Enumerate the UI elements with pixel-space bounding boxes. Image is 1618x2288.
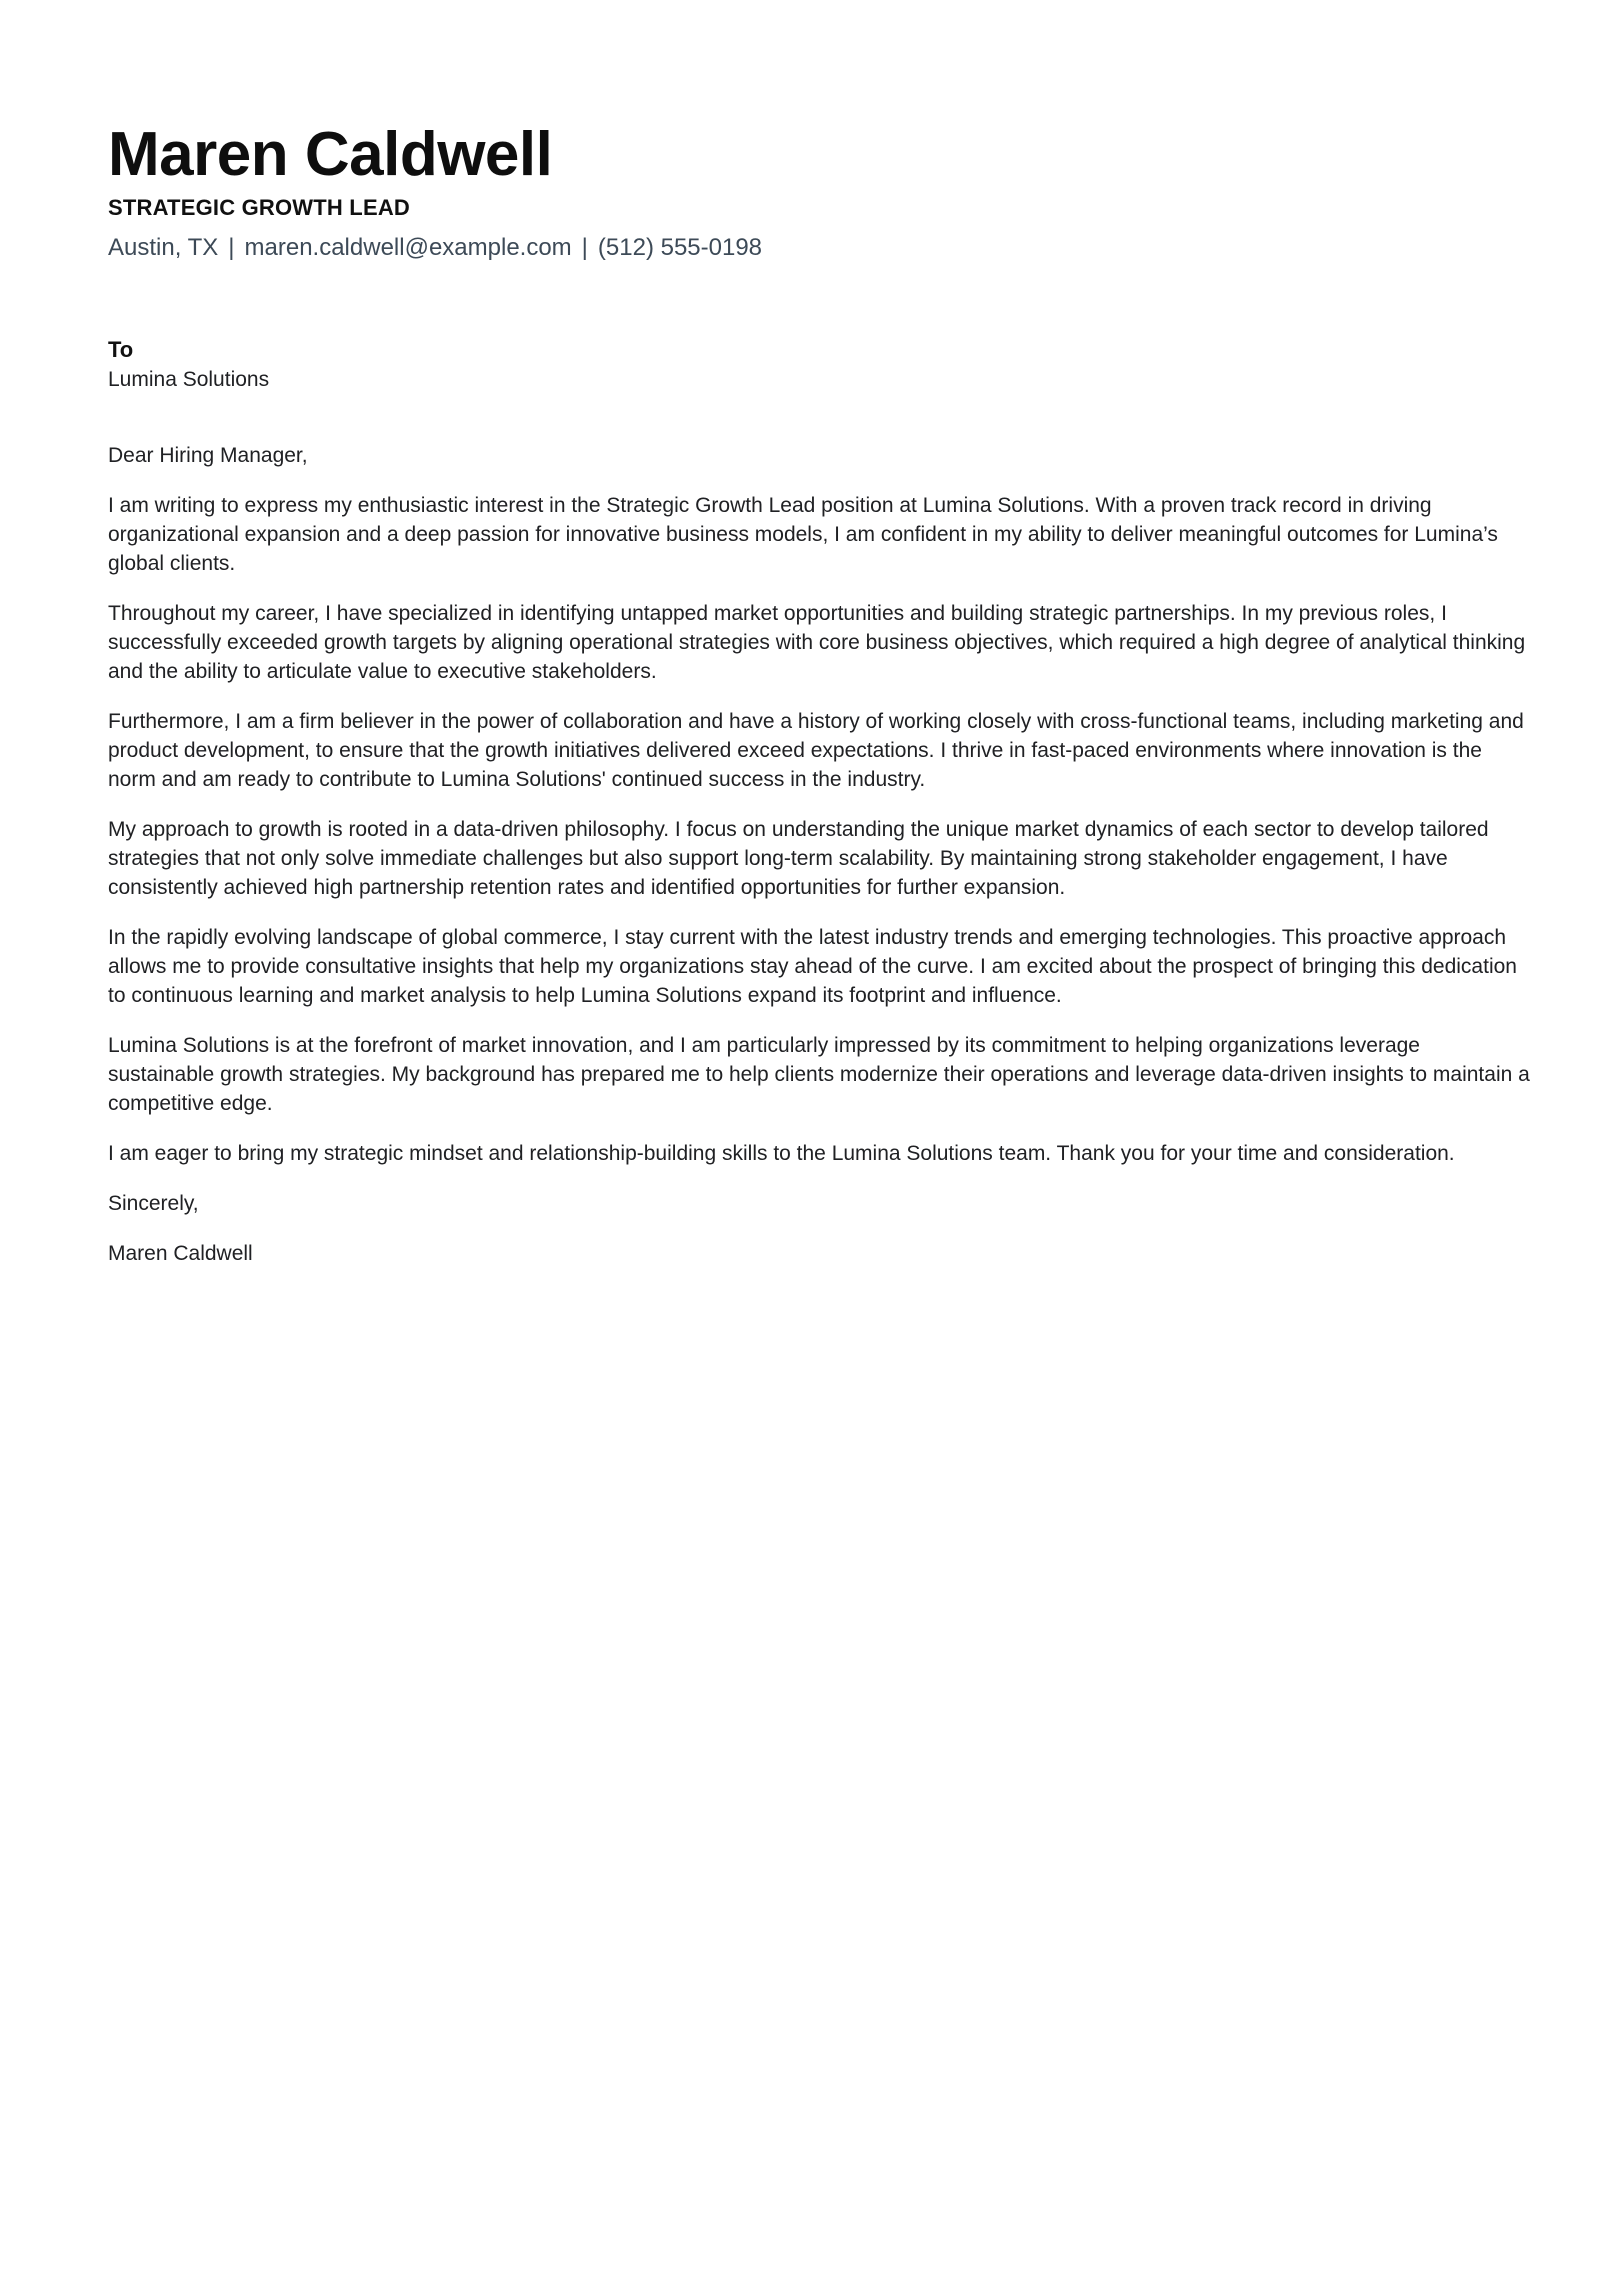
letter-paragraph: Throughout my career, I have specialized in identifying untapped market opportunities and building strategic partnerships. In my previous roles, I successfully exceeded growth targets by aligning operational strategies with core business objectives, which required a high degree of analytical thinking and the ability to articulate value to executive stakeholders. [108, 602, 1526, 683]
signature: Maren Caldwell [108, 1242, 253, 1265]
letter-paragraph: I am writing to express my enthusiastic interest in the Strategic Growth Lead position at Lumina Solutions. With a proven track record in driving organizational expansion and a deep passion for innovative business models, I am confident in my ability to deliver meaningful outcomes for Lumina’s global clients. [108, 494, 1498, 575]
contact-phone: (512) 555-0198 [597, 234, 763, 261]
candidate-name: Maren Caldwell [108, 120, 553, 189]
letter-paragraph: Lumina Solutions is at the forefront of market innovation, and I am particularly impressed by its commitment to helping organizations leverage sustainable growth strategies. My background has prepared me to help clients modernize their operations and leverage data-driven insights to maintain a competitive edge. [108, 1034, 1530, 1115]
letter-body [108, 441, 1530, 1268]
contact-email: maren.caldwell@example.com [244, 234, 572, 261]
contact-location: Austin, TX [108, 234, 219, 261]
contact-separator: | [581, 234, 588, 261]
letter-paragraph: I am eager to bring my strategic mindset and relationship-building skills to the Lumina Solutions team. Thank you for your time and consideration. [108, 1142, 1455, 1165]
contact-line [108, 233, 1530, 263]
candidate-job-title: STRATEGIC GROWTH LEAD [108, 195, 410, 220]
closing: Sincerely, [108, 1192, 199, 1215]
letter-paragraph: In the rapidly evolving landscape of global commerce, I stay current with the latest industry trends and emerging technologies. This proactive approach allows me to provide consultative insights that help my organizations stay ahead of the curve. I am excited about the prospect of bringing this dedication to continuous learning and market analysis to help Lumina Solutions expand its footprint and influence. [108, 926, 1517, 1007]
salutation: Dear Hiring Manager, [108, 444, 308, 467]
letter-header [108, 120, 1530, 263]
recipient-label: To [108, 337, 134, 362]
letter-paragraph: Furthermore, I am a firm believer in the power of collaboration and have a history of working closely with cross-functional teams, including marketing and product development, to ensure that the growth initiatives delivered exceed expectations. I thrive in fast-paced environments where innovation is the norm and am ready to contribute to Lumina Solutions' continued success in the industry. [108, 710, 1524, 791]
contact-separator: | [228, 234, 235, 261]
recipient-company: Lumina Solutions [108, 368, 270, 391]
letter-paragraph: My approach to growth is rooted in a data-driven philosophy. I focus on understanding the unique market dynamics of each sector to develop tailored strategies that not only solve immediate challenges but also support long-term scalability. By maintaining strong stakeholder engagement, I have consistently achieved high partnership retention rates and identified opportunities for further expansion. [108, 818, 1489, 899]
recipient-block [108, 335, 1530, 395]
